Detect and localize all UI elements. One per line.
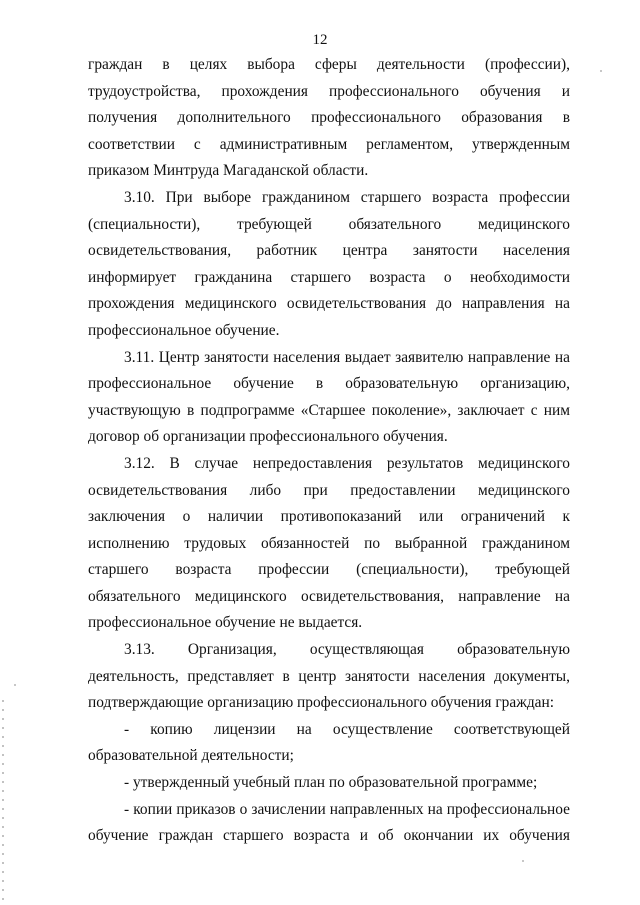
paragraph-3-11: 3.11. Центр занятости населения выдает заявителю направление на профессиональное обучение в образовательную организацию, участвующую в подпрограмме «Старшее поколение», заключает с ним договор об организации профессионального обучения. — [88, 348, 570, 446]
list-item-curriculum: - утвержденный учебный план по образовательной программе; — [124, 774, 538, 792]
scan-speck — [14, 684, 16, 686]
page-number: 12 — [312, 32, 328, 48]
paragraph-continuation: граждан в целях выбора сферы деятельности (профессии), трудоустройства, прохождения профессионального обучения и получения дополнительного профессионального образования в соответствии с административным регламентом, утвержденным приказом Минтруда Магаданской области. — [88, 56, 570, 180]
scan-edge-marks — [2, 700, 4, 900]
scan-speck — [600, 70, 602, 72]
scan-speck — [522, 860, 524, 862]
paragraph-3-10: 3.10. При выборе гражданином старшего возраста профессии (специальности), требующей обязательного медицинского освидетельствования, работник центра занятости населения информирует гражданина старшего возраста о необходимости прохождения медицинского освидетельствования до направления на профессиональное обучение. — [88, 188, 570, 339]
paragraph-3-12: 3.12. В случае непредоставления результатов медицинского освидетельствования либо при предоставлении медицинского заключения о наличии противопоказаний или ограничений к исполнению трудовых обязанностей по выбранной гражданином старшего возраста профессии (специальности), требующей обязательного медицинского освидетельствования, направление на профессиональное обучение не выдается. — [88, 454, 570, 632]
paragraph-3-13: 3.13. Организация, осуществляющая образовательную деятельность, представляет в центр занятости населения документы, подтверждающие организацию профессионального обучения граждан: — [88, 641, 570, 712]
document-body — [88, 52, 570, 850]
list-item-license-copy: - копию лицензии на осуществление соответствующей образовательной деятельности; — [88, 720, 570, 765]
list-item-orders-copies: - копии приказов о зачислении направленных на профессиональное обучение граждан старшего возраста и об окончании их обучения — [88, 800, 570, 845]
